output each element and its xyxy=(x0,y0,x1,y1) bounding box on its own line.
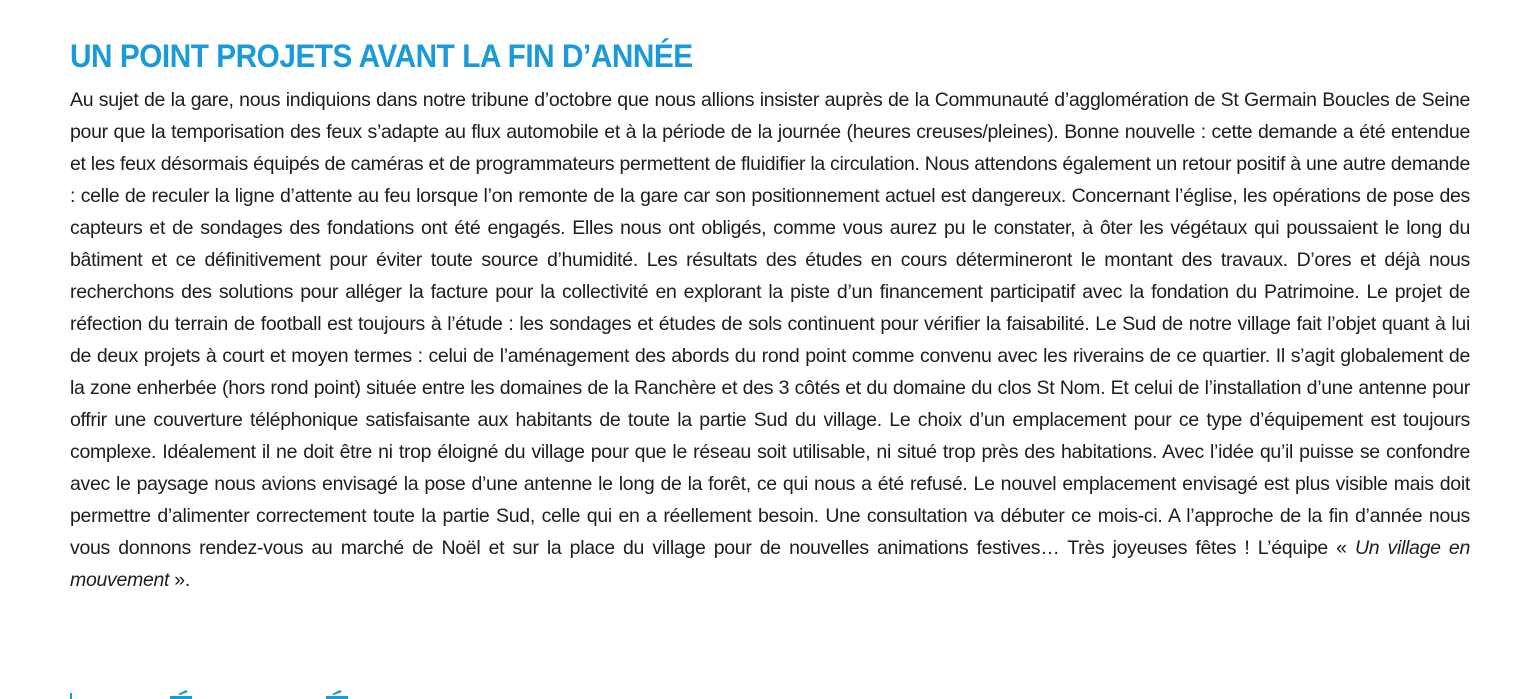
team-signature: Un village en mouvement xyxy=(70,537,1470,591)
article xyxy=(70,34,1470,596)
article-body-text: Au sujet de la gare, nous indiquions dans notre tribune d’octobre que nous allions insister auprès de la Communauté d’agglomération de St Germain Boucles de Seine pour que la temporisation des feux s’adapte au flux automobile et à la période de la journée (heures creuses/pleines). Bonne nouvelle : cette demande a été entendue et les feux désormais équipés de caméras et de programmateurs permettent de fluidifier la circulation. Nous attendons également un retour positif à une autre demande : celle de reculer la ligne d’attente au feu lorsque l’on remonte de la gare car son positionnement actuel est dangereux. Concernant l’église, les opérations de pose des capteurs et de sondages des fondations ont été engagés. Elles nous ont obligés, comme vous aurez pu le constater, à ôter les végétaux qui poussaient le long du bâtiment et ce définitivement pour éviter toute source d’humidité. Les résultats des études en cours détermineront le montant des travaux. D’ores et déjà nous recherchons des solutions pour alléger la facture pour la collectivité en explorant la piste d’un financement participatif avec la fondation du Patrimoine. Le projet de réfection du terrain de football est toujours à l’étude : les sondages et études de sols continuent pour vérifier la faisabilité. Le Sud de notre village fait l’objet quant à lui de deux projets à court et moyen termes : celui de l’aménagement des abords du rond point comme convenu avec les riverains de ce quartier. Il s’agit globalement de la zone enherbée (hors rond point) située entre les domaines de la Ranchère et des 3 côtés et du domaine du clos St Nom. Et celui de l’installation d’une antenne pour offrir une couverture téléphonique satisfaisante aux habitants de toute la partie Sud du village. Le choix d’un emplacement pour ce type d’équipement est toujours complexe. Idéalement il ne doit être ni trop éloigné du village pour que le réseau soit utilisable, ni situé trop près des habitations. Avec l’idée qu’il puisse se confondre avec le paysage nous avions envisagé la pose d’une antenne le long de la forêt, ce qui nous a été refusé. Le nouvel emplacement envisagé est plus visible mais doit permettre d’alimenter correctement toute la partie Sud, celle qui en a réellement besoin. Une consultation va débuter ce mois-ci. A l’approche de la fin d’année nous vous donnons rendez-vous au marché de Noël et sur la place du village pour de nouvelles animations festives… Très joyeuses fêtes ! L’équipe « xyxy=(70,89,1470,559)
cropped-heading-glyphs xyxy=(70,690,370,699)
article-title: UN POINT PROJETS AVANT LA FIN D’ANNÉE xyxy=(70,38,693,74)
article-body xyxy=(70,84,1470,596)
article-closing: ». xyxy=(169,569,190,591)
next-section-heading-fragment xyxy=(70,688,370,699)
